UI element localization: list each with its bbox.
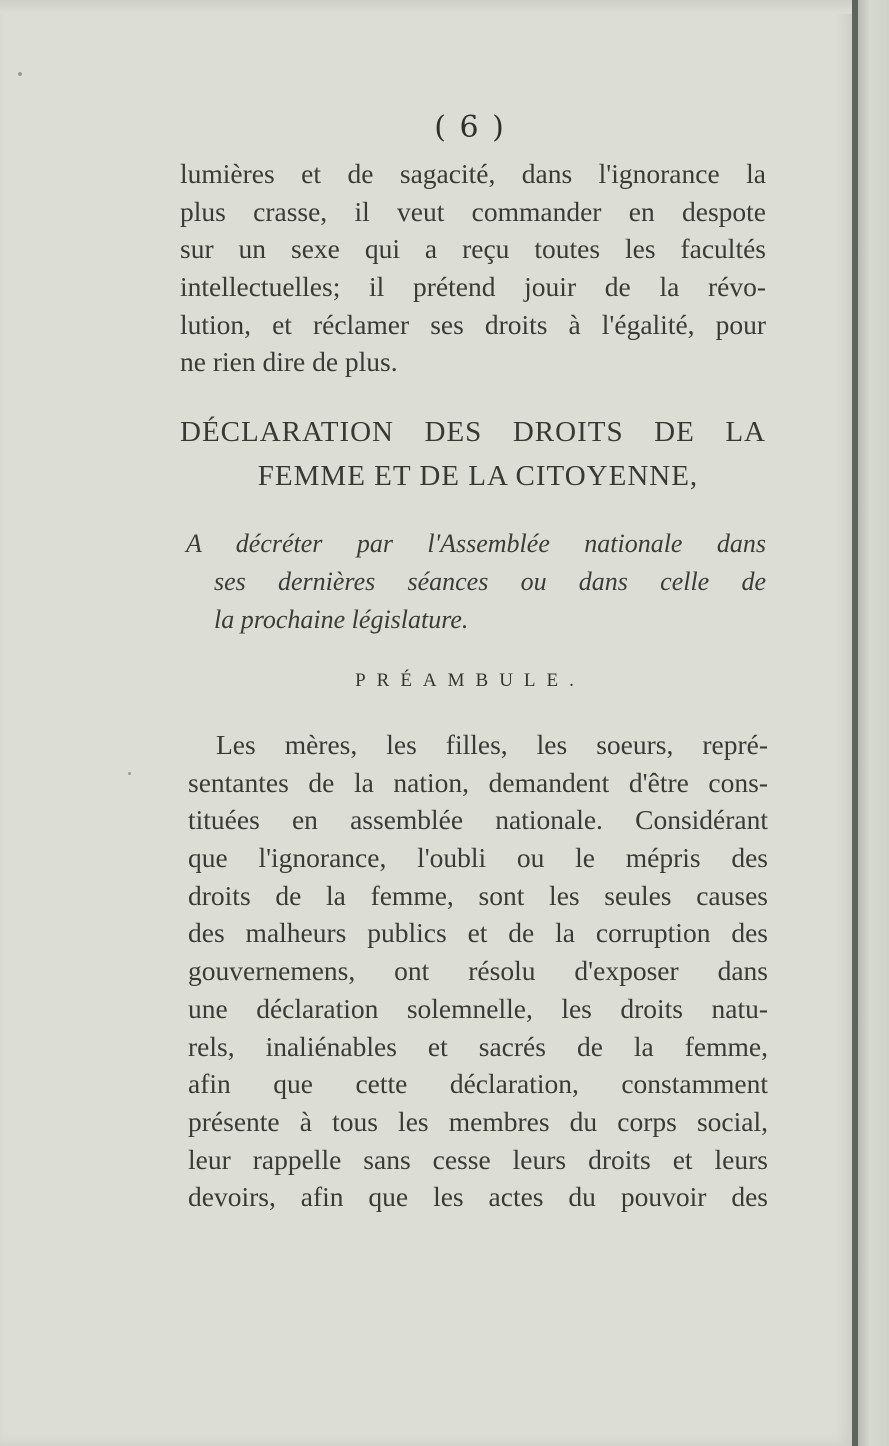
- text-line: Les mères, les filles, les soeurs, repré-: [216, 729, 768, 760]
- title-line: DÉCLARATION DES DROITS DE LA: [180, 416, 766, 448]
- text-line: des malheurs publics et de la corruption des: [188, 917, 768, 949]
- declaration-subtitle: [186, 525, 766, 639]
- subtitle-line: la prochaine législature.: [214, 605, 469, 634]
- declaration-title: [180, 410, 766, 498]
- title-line: FEMME ET DE LA CITOYENNE,: [257, 460, 699, 492]
- intro-paragraph: [180, 155, 766, 381]
- facing-page-edge: [858, 0, 889, 1446]
- page-top-strip: [0, 0, 852, 14]
- text-line: tituées en assemblée nationale. Considérant: [188, 804, 768, 836]
- subtitle-line: A décréter par l'Assemblée nationale dans: [186, 529, 766, 558]
- subtitle-line: ses dernières séances ou dans celle de: [214, 567, 766, 596]
- text-line: une déclaration solemnelle, les droits natu-: [188, 992, 768, 1024]
- text-line: devoirs, afin que les actes du pouvoir des: [188, 1181, 768, 1213]
- paper-speck: [128, 772, 131, 775]
- text-line: intellectuelles; il prétend jouir de la révo-: [180, 271, 766, 303]
- text-line: gouvernemens, ont résolu d'exposer dans: [188, 955, 768, 987]
- text-line: plus crasse, il veut commander en despote: [180, 195, 766, 227]
- text-line: ne rien dire de plus.: [180, 346, 398, 378]
- text-line: afin que cette déclaration, constamment: [188, 1068, 768, 1100]
- text-line: sur un sexe qui a reçu toutes les facultés: [180, 233, 766, 265]
- text-line: droits de la femme, sont les seules causes: [188, 879, 768, 911]
- text-line: sentantes de la nation, demandent d'être cons-: [188, 766, 768, 798]
- preamble-heading: PRÉAMBULE.: [355, 670, 585, 691]
- text-line: lution, et réclamer ses droits à l'égalité, pour: [180, 308, 766, 340]
- text-line: rels, inaliénables et sacrés de la femme,: [188, 1030, 768, 1062]
- paper-speck: [18, 72, 22, 76]
- page-number: ( 6 ): [434, 110, 506, 145]
- preamble-paragraph: [188, 726, 768, 1216]
- text-line: présente à tous les membres du corps social,: [188, 1105, 768, 1137]
- text-line: que l'ignorance, l'oubli ou le mépris des: [188, 842, 768, 874]
- text-line: leur rappelle sans cesse leurs droits et leurs: [188, 1143, 768, 1175]
- text-line: lumières et de sagacité, dans l'ignorance la: [180, 158, 766, 189]
